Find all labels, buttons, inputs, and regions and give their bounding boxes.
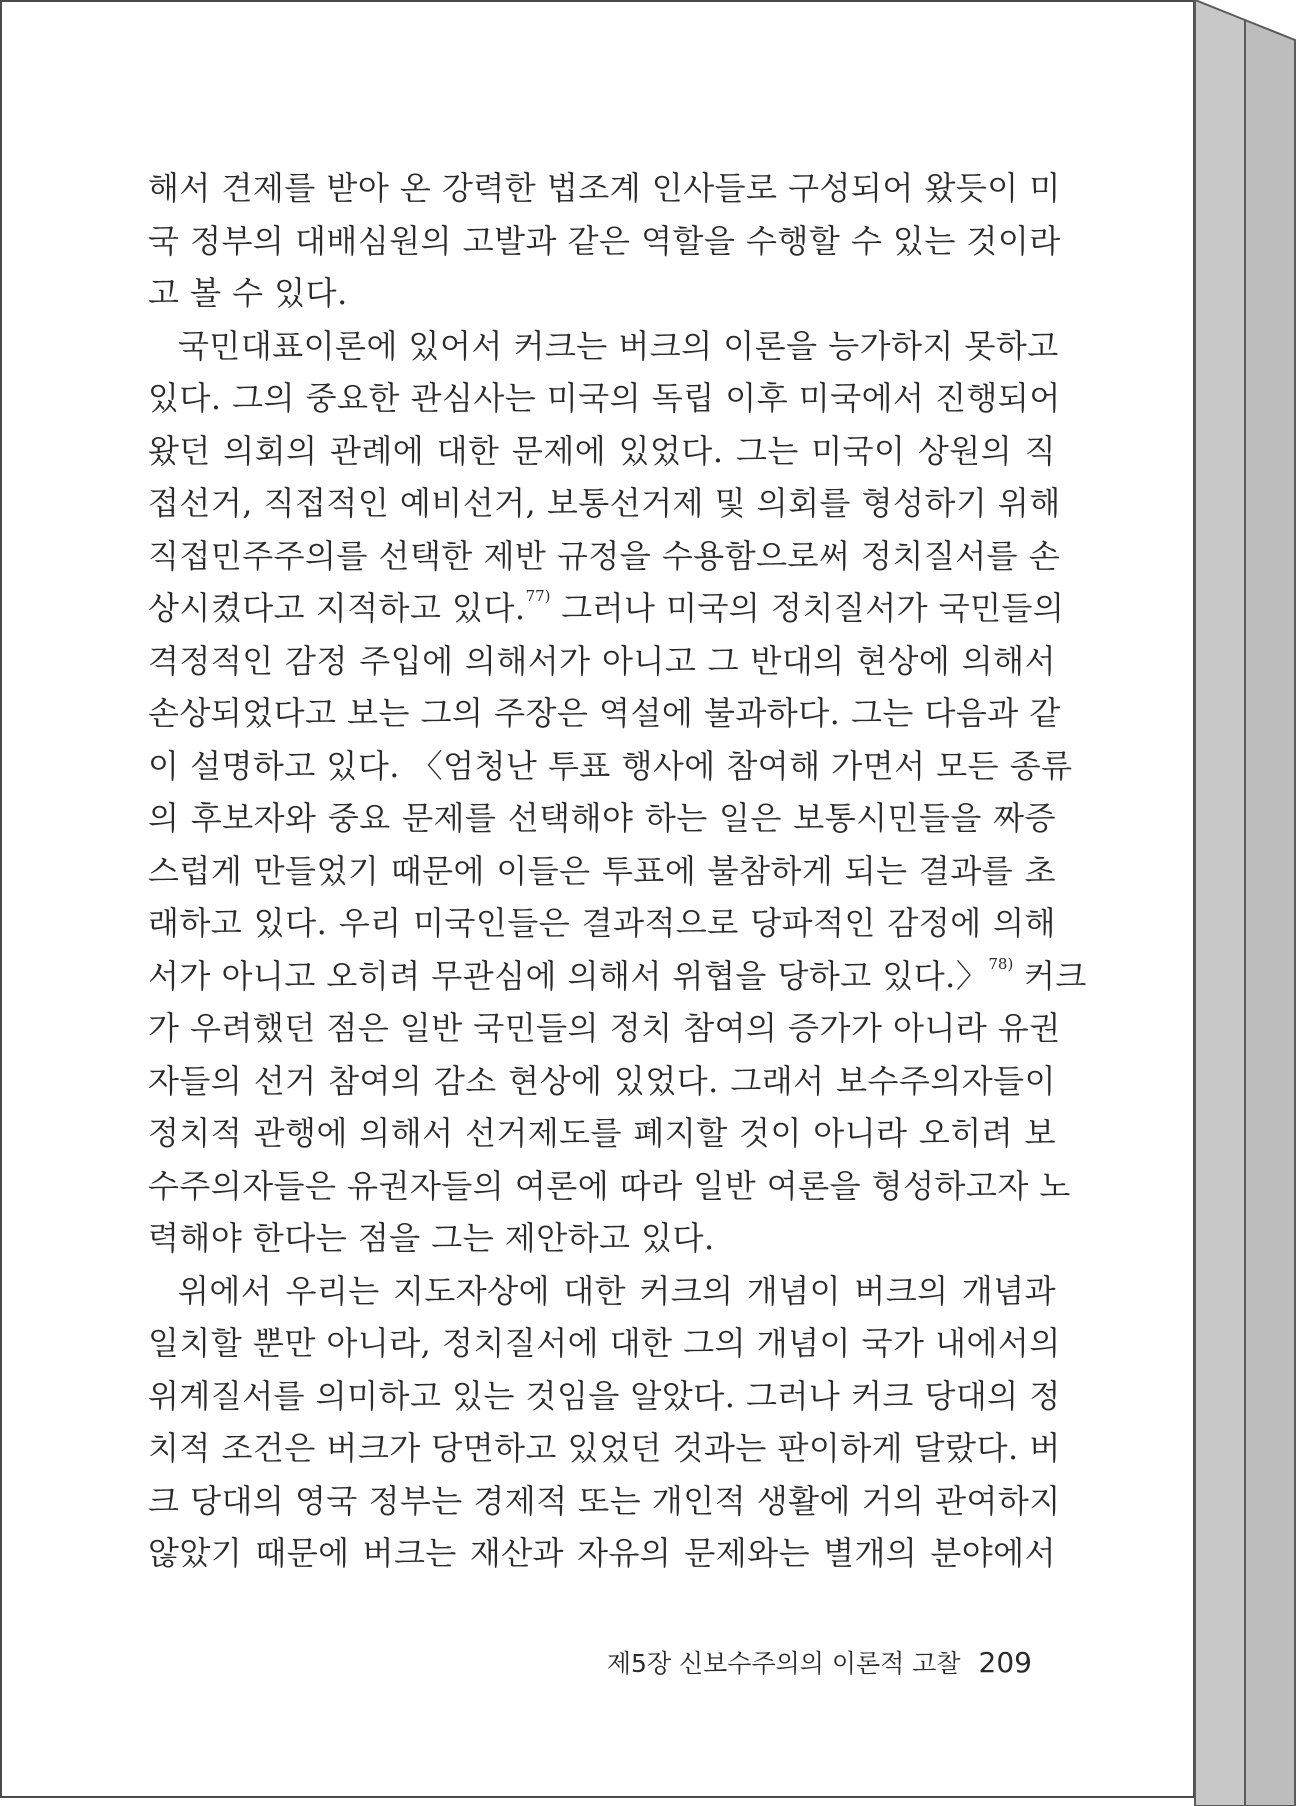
text-line: 치적 조건은 버크가 당면하고 있었던 것과는 판이하게 달랐다. 버 [148, 1429, 1061, 1467]
footnote-ref-78: 78) [988, 954, 1014, 973]
text-line: 있다. 그의 중요한 관심사는 미국의 독립 이후 미국에서 진행되어 [148, 379, 1061, 417]
text-line: 해서 견제를 받아 온 강력한 법조계 인사들로 구성되어 왔듯이 미 [148, 169, 1061, 207]
text-line: 직접민주주의를 선택한 제반 규정을 수용함으로써 정치질서를 손 [148, 536, 1061, 575]
text-segment: 서가 아니고 오히려 무관심에 의해서 위협을 당하고 있다.〉 [148, 956, 989, 995]
text-line: 자들의 선거 참여의 감소 현상에 있었다. 그래서 보수주의자들이 [148, 1061, 1056, 1100]
text-line: 일치할 뿐만 아니라, 정치질서에 대한 그의 개념이 국가 내에서의 [148, 1324, 1061, 1362]
text-line: 크 당대의 영국 정부는 경제적 또는 개인적 생활에 거의 관여하지 [148, 1481, 1061, 1520]
text-line: 않았기 때문에 버크는 재산과 자유의 문제와는 별개의 분야에서 [148, 1534, 1056, 1572]
text-line: 이 설명하고 있다. 〈엄청난 투표 행사에 참여해 가면서 모든 종류 [148, 746, 1073, 785]
text-line: 국민대표이론에 있어서 커크는 버크의 이론을 능가하지 못하고 [178, 326, 1059, 365]
text-line: 스럽게 만들었기 때문에 이들은 투표에 불참하게 되는 결과를 초 [148, 851, 1056, 890]
text-line: 수주의자들은 유권자들의 여론에 따라 일반 여론을 형성하고자 노 [148, 1166, 1071, 1205]
text-line: 국 정부의 대배심원의 고발과 같은 역할을 수행할 수 있는 것이라 [148, 221, 1061, 260]
text-line: 왔던 의회의 관례에 대한 문제에 있었다. 그는 미국이 상원의 직 [148, 431, 1056, 470]
text-segment: 상시켰다고 지적하고 있다. [148, 589, 526, 627]
footnote-ref-77: 77) [525, 587, 551, 605]
text-line: 격정적인 감정 주입에 의해서가 아니고 그 반대의 현상에 의해서 [148, 641, 1056, 680]
text-line: 의 후보자와 중요 문제를 선택해야 하는 일은 보통시민들을 짜증 [148, 799, 1056, 837]
text-segment: 커크 [1013, 956, 1087, 995]
text-line: 손상되었다고 보는 그의 주장은 역설에 불과하다. 그는 다음과 같 [148, 694, 1061, 732]
text-line: 가 우려했던 점은 일반 국민들의 정치 참여의 증가가 아니라 유권 [148, 1009, 1061, 1047]
text-line: 위에서 우리는 지도자상에 대한 커크의 개념이 버크의 개념과 [178, 1271, 1056, 1310]
text-line: 위계질서를 의미하고 있는 것임을 알았다. 그러나 커크 당대의 정 [148, 1376, 1061, 1415]
text-line: 접선거, 직접적인 예비선거, 보통선거제 및 의회를 형성하기 위해 [148, 484, 1061, 522]
page-footer [600, 1644, 1032, 1680]
book-edge [1190, 0, 1297, 1806]
text-line-with-footnote [148, 582, 1065, 635]
text-line: 정치적 관행에 의해서 선거제도를 폐지할 것이 아니라 오히려 보 [148, 1114, 1056, 1152]
page-number: 209 [978, 1646, 1032, 1679]
text-line: 래하고 있다. 우리 미국인들은 결과적으로 당파적인 감정에 의해 [148, 904, 1056, 942]
chapter-title: 제5장 신보수주의의 이론적 고찰 [606, 1649, 961, 1678]
text-line: 고 볼 수 있다. [148, 274, 348, 312]
body-text [148, 162, 1087, 1580]
text-line: 력해야 한다는 점을 그는 제안하고 있다. [148, 1219, 715, 1257]
text-segment: 그러나 미국의 정치질서가 국민들의 [550, 589, 1065, 627]
text-line-with-footnote [148, 950, 1087, 1003]
